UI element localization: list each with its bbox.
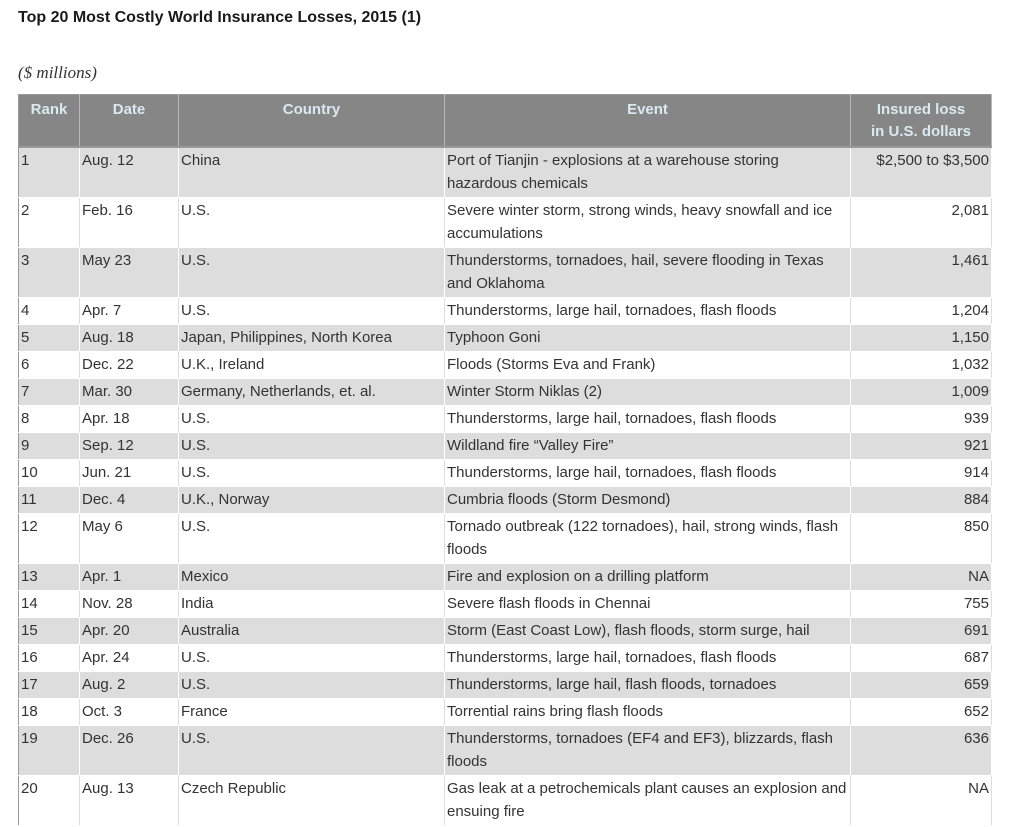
date-cell: Aug. 18 <box>80 325 179 352</box>
date-cell: May 23 <box>80 248 179 298</box>
insured-loss-cell: $2,500 to $3,500 <box>851 147 992 198</box>
event-cell: Typhoon Goni <box>445 325 851 352</box>
insured-loss-cell: 1,204 <box>851 298 992 325</box>
country-cell: U.S. <box>179 406 445 433</box>
date-cell: Mar. 30 <box>80 379 179 406</box>
date-cell: Apr. 24 <box>80 645 179 672</box>
event-cell: Severe winter storm, strong winds, heavy snowfall and ice accumulations <box>445 198 851 248</box>
event-cell: Cumbria floods (Storm Desmond) <box>445 487 851 514</box>
insured-loss-cell: 2,081 <box>851 198 992 248</box>
insured-loss-cell: NA <box>851 776 992 826</box>
country-cell: U.S. <box>179 726 445 776</box>
table-header-row <box>19 95 992 148</box>
insured-loss-cell: 652 <box>851 699 992 726</box>
table-row <box>19 433 992 460</box>
date-cell: Aug. 12 <box>80 147 179 198</box>
rank-cell: 15 <box>19 618 80 645</box>
date-cell: Aug. 2 <box>80 672 179 699</box>
country-cell: U.S. <box>179 248 445 298</box>
date-cell: Dec. 22 <box>80 352 179 379</box>
event-cell: Fire and explosion on a drilling platform <box>445 564 851 591</box>
event-cell: Thunderstorms, large hail, tornadoes, flash floods <box>445 645 851 672</box>
insured-loss-cell: 939 <box>851 406 992 433</box>
event-cell: Storm (East Coast Low), flash floods, storm surge, hail <box>445 618 851 645</box>
country-cell: U.S. <box>179 198 445 248</box>
rank-cell: 9 <box>19 433 80 460</box>
table-row <box>19 460 992 487</box>
date-cell: Nov. 28 <box>80 591 179 618</box>
units-note: ($ millions) <box>18 63 97 82</box>
country-cell: China <box>179 147 445 198</box>
date-cell: Apr. 1 <box>80 564 179 591</box>
losses-table <box>18 94 992 826</box>
event-cell: Torrential rains bring flash floods <box>445 699 851 726</box>
country-cell: U.S. <box>179 672 445 699</box>
table-body <box>19 147 992 826</box>
date-cell: Apr. 20 <box>80 618 179 645</box>
insured-loss-cell: 636 <box>851 726 992 776</box>
column-header-date: Date <box>80 95 179 148</box>
table-row <box>19 325 992 352</box>
rank-cell: 13 <box>19 564 80 591</box>
table-row <box>19 672 992 699</box>
date-cell: Sep. 12 <box>80 433 179 460</box>
rank-cell: 12 <box>19 514 80 564</box>
rank-cell: 19 <box>19 726 80 776</box>
table-row <box>19 564 992 591</box>
event-cell: Winter Storm Niklas (2) <box>445 379 851 406</box>
table-row <box>19 147 992 198</box>
date-cell: Apr. 7 <box>80 298 179 325</box>
insured-loss-cell: 755 <box>851 591 992 618</box>
event-cell: Thunderstorms, tornadoes (EF4 and EF3), blizzards, flash floods <box>445 726 851 776</box>
country-cell: France <box>179 699 445 726</box>
insured-loss-cell: 1,009 <box>851 379 992 406</box>
rank-cell: 16 <box>19 645 80 672</box>
rank-cell: 4 <box>19 298 80 325</box>
insured-loss-cell: 850 <box>851 514 992 564</box>
country-cell: U.S. <box>179 514 445 564</box>
page-title: Top 20 Most Costly World Insurance Losses, 2015 (1) <box>18 9 422 26</box>
insured-loss-cell: 914 <box>851 460 992 487</box>
date-cell: Jun. 21 <box>80 460 179 487</box>
rank-cell: 8 <box>19 406 80 433</box>
column-header-insured-loss-line2: in U.S. dollars <box>870 123 972 140</box>
country-cell: U.K., Ireland <box>179 352 445 379</box>
rank-cell: 20 <box>19 776 80 826</box>
country-cell: India <box>179 591 445 618</box>
rank-cell: 17 <box>19 672 80 699</box>
table-row <box>19 198 992 248</box>
column-header-rank: Rank <box>19 95 80 148</box>
date-cell: Apr. 18 <box>80 406 179 433</box>
event-cell: Wildland fire “Valley Fire” <box>445 433 851 460</box>
table-row <box>19 591 992 618</box>
insured-loss-cell: 921 <box>851 433 992 460</box>
country-cell: U.S. <box>179 433 445 460</box>
column-header-insured-loss-line1: Insured loss <box>876 101 966 118</box>
table-row <box>19 487 992 514</box>
insured-loss-cell: 1,461 <box>851 248 992 298</box>
rank-cell: 3 <box>19 248 80 298</box>
country-cell: U.S. <box>179 298 445 325</box>
date-cell: Feb. 16 <box>80 198 179 248</box>
rank-cell: 1 <box>19 147 80 198</box>
event-cell: Gas leak at a petrochemicals plant causes an explosion and ensuing fire <box>445 776 851 826</box>
column-header-insured-loss <box>851 95 992 148</box>
country-cell: Australia <box>179 618 445 645</box>
table-row <box>19 379 992 406</box>
event-cell: Floods (Storms Eva and Frank) <box>445 352 851 379</box>
event-cell: Thunderstorms, large hail, tornadoes, flash floods <box>445 460 851 487</box>
insured-loss-cell: 1,032 <box>851 352 992 379</box>
country-cell: Mexico <box>179 564 445 591</box>
date-cell: May 6 <box>80 514 179 564</box>
event-cell: Severe flash floods in Chennai <box>445 591 851 618</box>
insured-loss-cell: 659 <box>851 672 992 699</box>
rank-cell: 11 <box>19 487 80 514</box>
date-cell: Dec. 4 <box>80 487 179 514</box>
insured-loss-cell: 691 <box>851 618 992 645</box>
event-cell: Thunderstorms, large hail, tornadoes, flash floods <box>445 298 851 325</box>
rank-cell: 7 <box>19 379 80 406</box>
table-row <box>19 514 992 564</box>
country-cell: Japan, Philippines, North Korea <box>179 325 445 352</box>
date-cell: Dec. 26 <box>80 726 179 776</box>
table-row <box>19 645 992 672</box>
rank-cell: 5 <box>19 325 80 352</box>
table-row <box>19 352 992 379</box>
country-cell: Czech Republic <box>179 776 445 826</box>
country-cell: Germany, Netherlands, et. al. <box>179 379 445 406</box>
event-cell: Thunderstorms, large hail, flash floods, tornadoes <box>445 672 851 699</box>
event-cell: Thunderstorms, tornadoes, hail, severe flooding in Texas and Oklahoma <box>445 248 851 298</box>
column-header-event: Event <box>445 95 851 148</box>
table-row <box>19 726 992 776</box>
rank-cell: 10 <box>19 460 80 487</box>
insured-loss-cell: NA <box>851 564 992 591</box>
country-cell: U.K., Norway <box>179 487 445 514</box>
table-row <box>19 406 992 433</box>
insured-loss-cell: 884 <box>851 487 992 514</box>
date-cell: Oct. 3 <box>80 699 179 726</box>
country-cell: U.S. <box>179 460 445 487</box>
event-cell: Thunderstorms, large hail, tornadoes, flash floods <box>445 406 851 433</box>
country-cell: U.S. <box>179 645 445 672</box>
date-cell: Aug. 13 <box>80 776 179 826</box>
rank-cell: 6 <box>19 352 80 379</box>
event-cell: Tornado outbreak (122 tornadoes), hail, strong winds, flash floods <box>445 514 851 564</box>
table-row <box>19 618 992 645</box>
table-row <box>19 776 992 826</box>
rank-cell: 18 <box>19 699 80 726</box>
event-cell: Port of Tianjin - explosions at a warehouse storing hazardous chemicals <box>445 147 851 198</box>
insured-loss-cell: 1,150 <box>851 325 992 352</box>
insured-loss-cell: 687 <box>851 645 992 672</box>
rank-cell: 2 <box>19 198 80 248</box>
rank-cell: 14 <box>19 591 80 618</box>
table-row <box>19 699 992 726</box>
column-header-country: Country <box>179 95 445 148</box>
table-row <box>19 298 992 325</box>
table-row <box>19 248 992 298</box>
